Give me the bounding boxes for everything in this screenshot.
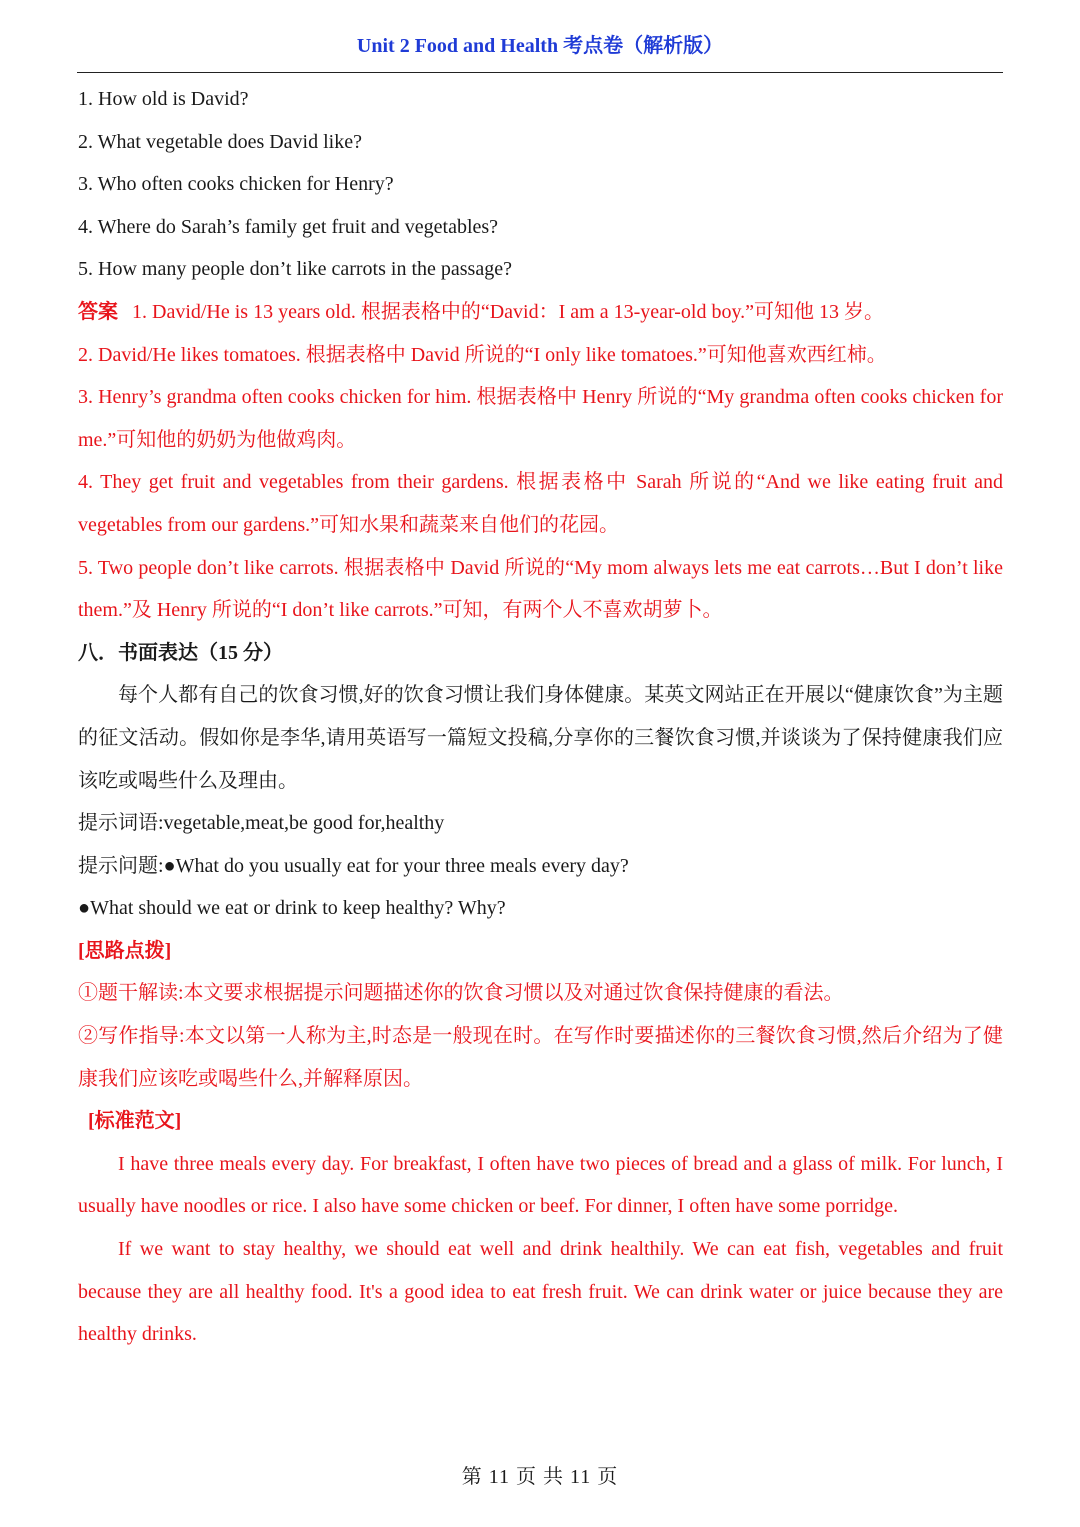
answer-4: 4. They get fruit and vegetables from their gardens. 根据表格中 Sarah 所说的“And we like eating fruit and vegetables from our gardens.”可知水果和蔬菜来自他们的花园。 xyxy=(78,471,1003,536)
hint-question-2: ●What should we eat or drink to keep healthy? Why? xyxy=(78,897,506,920)
writing-prompt: 每个人都有自己的饮食习惯,好的饮食习惯让我们身体健康。某英文网站正在开展以“健康饮食”为主题的征文活动。假如你是李华,请用英语写一篇短文投稿,分享你的三餐饮食习惯,并谈谈为了保持健康我们应该吃或喝些什么及理由。 xyxy=(78,684,1003,792)
answer-1-block xyxy=(78,291,1003,334)
page-header-title: Unit 2 Food and Health 考点卷（解析版） xyxy=(356,35,724,57)
question-2: 2. What vegetable does David like? xyxy=(78,130,362,153)
document-body xyxy=(78,78,1003,1356)
page-number-footer: 第 11 页 共 11 页 xyxy=(461,1466,619,1488)
model-essay-paragraph-2: If we want to stay healthy, we should eat well and drink healthily. We can eat fish, vegetables and fruit because they are all healthy food. It's a good idea to eat fresh fruit. We can drink water or juice because they are healthy drinks. xyxy=(78,1238,1003,1346)
header-divider xyxy=(77,72,1003,73)
answer-2: 2. David/He likes tomatoes. 根据表格中 David 所说的“I only like tomatoes.”可知他喜欢西红柿。 xyxy=(78,343,887,366)
question-5: 5. How many people don’t like carrots in the passage? xyxy=(78,258,512,281)
answer-label: 答案 xyxy=(78,300,118,323)
hint-words: 提示词语:vegetable,meat,be good for,healthy xyxy=(78,812,445,835)
writing-section-heading: 八．书面表达（15 分） xyxy=(78,641,283,664)
guide-point-2: ②写作指导:本文以第一人称为主,时态是一般现在时。在写作时要描述你的三餐饮食习惯,然后介绍为了健康我们应该吃或喝些什么,并解释原因。 xyxy=(78,1025,1003,1090)
guide-heading: [思路点拨] xyxy=(78,939,172,962)
answer-1: 1. David/He is 13 years old. 根据表格中的“David：I am a 13-year-old boy.”可知他 13 岁。 xyxy=(132,300,885,323)
model-essay-paragraph-1: I have three meals every day. For breakfast, I often have two pieces of bread and a glass of milk. For lunch, I usually have noodles or rice. I also have some chicken or beef. For dinner, I often have some porridge. xyxy=(78,1152,1003,1218)
hint-question-1: 提示问题:●What do you usually eat for your three meals every day? xyxy=(78,854,629,877)
answer-3: 3. Henry’s grandma often cooks chicken for him. 根据表格中 Henry 所说的“My grandma often cooks chicken for me.”可知他的奶奶为他做鸡肉。 xyxy=(78,386,1003,451)
question-3: 3. Who often cooks chicken for Henry? xyxy=(78,173,394,196)
question-1: 1. How old is David? xyxy=(78,88,249,110)
answer-5: 5. Two people don’t like carrots. 根据表格中 David 所说的“My mom always lets me eat carrots…But I don’t like them.”及 Henry 所说的“I don’t like carrots.”可知，有两个人不喜欢胡萝卜。 xyxy=(78,556,1003,622)
question-4: 4. Where do Sarah’s family get fruit and vegetables? xyxy=(78,215,499,238)
guide-point-1: ①题干解读:本文要求根据提示问题描述你的饮食习惯以及对通过饮食保持健康的看法。 xyxy=(78,982,844,1005)
model-essay-heading: [标准范文] xyxy=(88,1110,182,1133)
